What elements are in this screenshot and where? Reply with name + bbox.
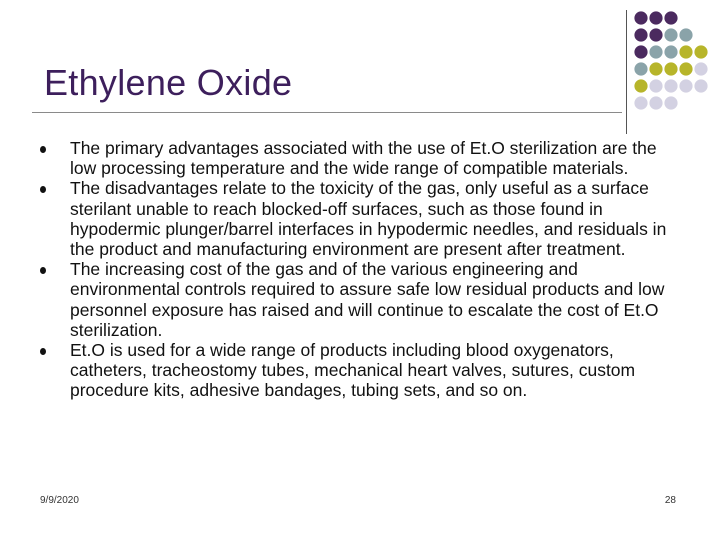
footer-date: 9/9/2020 [40, 495, 79, 506]
bullet-item [40, 178, 680, 259]
decorative-dot [664, 96, 677, 109]
decorative-dot [634, 11, 647, 24]
bullet-item [40, 138, 680, 178]
decorative-dot [679, 45, 692, 58]
bullet-text: Et.O is used for a wide range of products including blood oxygenators, catheters, tracheostomy tubes, mechanical heart valves, sutures, custom procedure kits, adhesive bandages, tubing sets, and so on. [70, 340, 636, 401]
decorative-dot [634, 62, 647, 75]
bullet-item [40, 259, 680, 340]
decorative-dot [694, 62, 707, 75]
bullet-dot-icon [40, 186, 46, 193]
decorative-dot [679, 28, 692, 41]
decorative-dot [649, 96, 662, 109]
bullet-dot-icon [40, 348, 46, 355]
decorative-dot [649, 11, 662, 24]
bullet-text: The primary advantages associated with the use of Et.O sterilization are the low processing temperature and the wide range of compatible materials. [70, 138, 657, 179]
decorative-dot [649, 45, 662, 58]
bullet-text: The increasing cost of the gas and of the various engineering and environmental controls required to assure safe low residual products and low personnel exposure has raised and will continue to escalate the cost of Et.O sterilization. [70, 259, 665, 340]
decorative-dot [694, 79, 707, 92]
bullet-dot-icon [40, 146, 46, 153]
slide-title: Ethylene Oxide [44, 62, 293, 103]
decorative-dot-grid [0, 0, 720, 140]
decorative-dot [664, 79, 677, 92]
decorative-dot [634, 28, 647, 41]
decorative-dot [649, 28, 662, 41]
decorative-dot [634, 96, 647, 109]
bullet-text: The disadvantages relate to the toxicity of the gas, only useful as a surface sterilant unable to reach blocked-off surfaces, such as those found in hypodermic plunger/barrel interfaces in hypodermic needles, and residuals in the product and manufacturing environment are present after treatment. [70, 178, 667, 260]
decorative-dot [664, 11, 677, 24]
decorative-dot [679, 79, 692, 92]
decorative-dot [694, 45, 707, 58]
footer-page-number: 28 [664, 495, 676, 506]
decorative-dot [649, 62, 662, 75]
decorative-dot [634, 79, 647, 92]
decorative-dot [664, 28, 677, 41]
decorative-dot [679, 62, 692, 75]
bullet-dot-icon [40, 267, 46, 274]
bullet-list [40, 138, 680, 401]
decorative-dot [664, 45, 677, 58]
decorative-dot [634, 45, 647, 58]
decorative-dot [649, 79, 662, 92]
decorative-dot [664, 62, 677, 75]
bullet-item [40, 340, 680, 401]
